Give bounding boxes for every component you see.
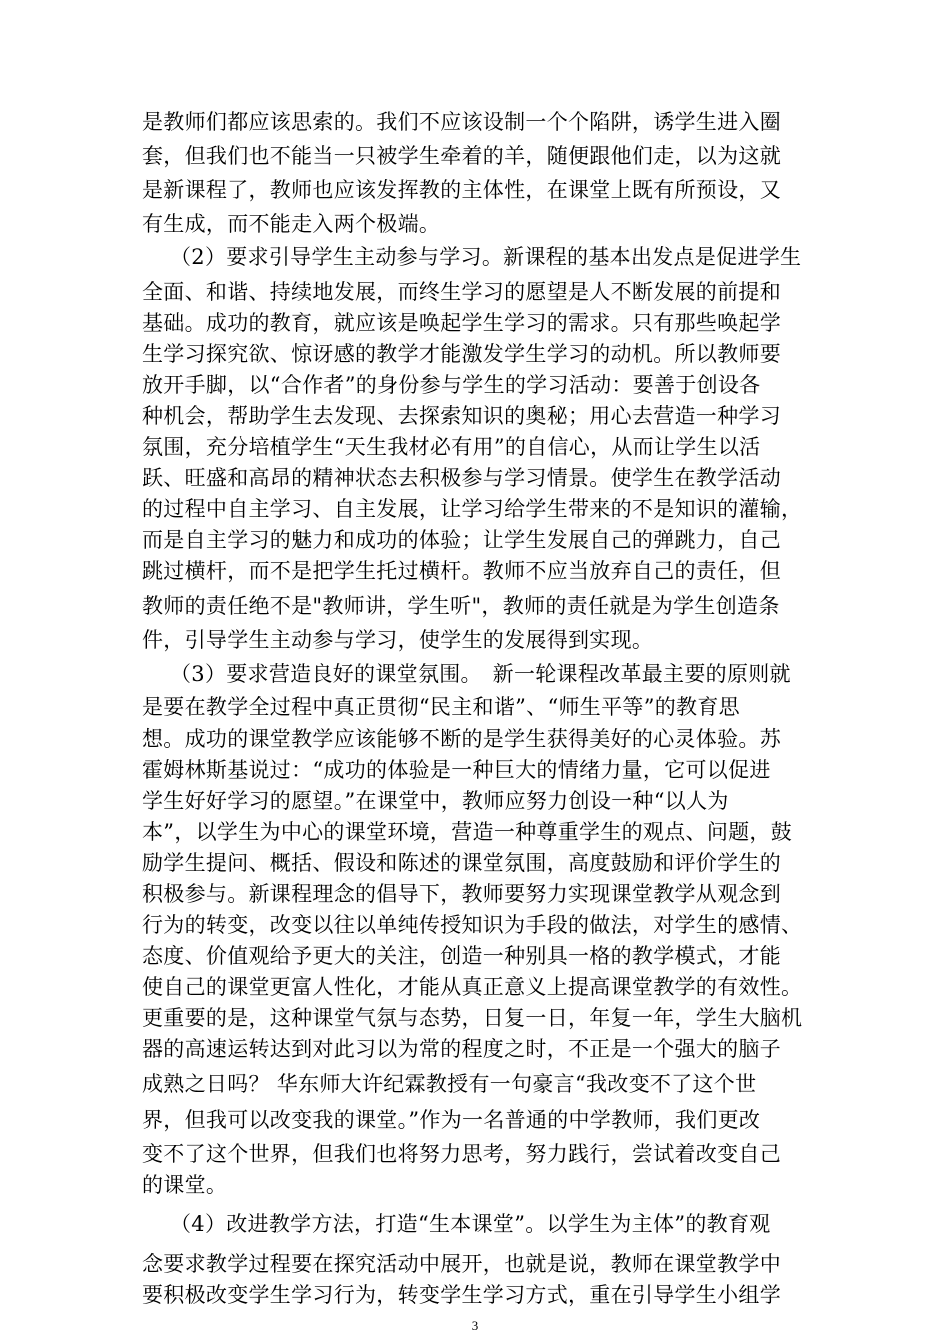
text-line: 要积极改变学生学习行为，转变学生学习方式，重在引导学生小组学 [142,1283,781,1307]
text-line: 本”，以学生为中心的课堂环境，营造一种尊重学生的观点、问题，鼓 [142,820,793,844]
text-line: 成熟之日吗？ 华东师大许纪霖教授有一句豪言“我改变不了这个世 [142,1072,757,1096]
text-line: 励学生提问、概括、假设和陈述的课堂氛围，高度鼓励和评价学生的 [142,851,781,875]
text-line: 基础。成功的教育，就应该是唤起学生学习的需求。只有那些唤起学 [142,311,781,335]
text-line: 是教师们都应该思索的。我们不应该设制一个个陷阱，诱学生进入圈 [142,110,781,134]
text-line: 套，但我们也不能当一只被学生牵着的羊，随便跟他们走，以为这就 [142,144,781,168]
text-line: 想。成功的课堂教学应该能够不断的是学生获得美好的心灵体验。苏 [142,727,781,751]
text-line: 全面、和谐、持续地发展，而终生学习的愿望是人不断发展的前提和 [142,280,781,304]
text-line: 使自己的课堂更富人性化，才能从真正意义上提高课堂教学的有效性。 [142,975,803,999]
text-line: （4）改进教学方法，打造“生本课堂”。以学生为主体”的教育观 [170,1212,771,1236]
text-line: 器的高速运转达到对此习以为常的程度之时，不正是一个强大的脑子 [142,1037,781,1061]
text-line: 念要求教学过程要在探究活动中展开，也就是说，教师在课堂教学中 [142,1252,781,1276]
text-line: 学生好好学习的愿望。”在课堂中，教师应努力创设一种“以人为 [142,789,729,813]
text-line: 生学习探究欲、惊讶感的教学才能激发学生学习的动机。所以教师要 [142,342,781,366]
text-line: 氛围，充分培植学生“天生我材必有用”的自信心，从而让学生以活 [142,435,761,459]
text-line: 的课堂。 [142,1173,228,1197]
text-line: 变不了这个世界，但我们也将努力思考，努力践行，尝试着改变自己 [142,1142,781,1166]
text-line: 界，但我可以改变我的课堂。”作为一名普通的中学教师，我们更改 [142,1108,761,1132]
text-line: （3）要求营造良好的课堂氛围。 新一轮课程改革最主要的原则就 [170,662,791,686]
text-line: （2）要求引导学生主动参与学习。新课程的基本出发点是促进学生 [170,245,802,269]
text-line: 的过程中自主学习、自主发展，让学习给学生带来的不是知识的灌输， [142,497,803,521]
page-number: 3 [471,1318,479,1333]
text-line: 霍姆林斯基说过：“成功的体验是一种巨大的情绪力量，它可以促进 [142,758,771,782]
text-line: 态度、价值观给予更大的关注，创造一种别具一格的教学模式，才能 [142,944,781,968]
text-line: 而是自主学习的魅力和成功的体验；让学生发展自己的弹跳力，自己 [142,528,781,552]
text-line: 有生成，而不能走入两个极端。 [142,212,441,236]
text-line: 是新课程了，教师也应该发挥教的主体性，在课堂上既有所预设，又 [142,178,781,202]
text-line: 行为的转变，改变以往以单纯传授知识为手段的做法，对学生的感情、 [142,913,803,937]
text-line: 放开手脚，以“合作者”的身份参与学生的学习活动：要善于创设各 [142,373,761,397]
text-line: 种机会，帮助学生去发现、去探索知识的奥秘；用心去营造一种学习 [142,404,781,428]
text-line: 更重要的是，这种课堂气氛与态势，日复一日，年复一年，学生大脑机 [142,1006,803,1030]
text-line: 件，引导学生主动参与学习，使学生的发展得到实现。 [142,628,654,652]
text-line: 跃、旺盛和高昂的精神状态去积极参与学习情景。使学生在教学活动 [142,466,781,490]
text-line: 积极参与。新课程理念的倡导下，教师要努力实现课堂教学从观念到 [142,882,781,906]
text-line: 教师的责任绝不是"教师讲，学生听"，教师的责任就是为学生创造条 [142,594,780,618]
text-line: 是要在教学全过程中真正贯彻“民主和谐”、“师生平等”的教育思 [142,695,740,719]
text-line: 跳过横杆，而不是把学生托过横杆。教师不应当放弃自己的责任，但 [142,559,781,583]
